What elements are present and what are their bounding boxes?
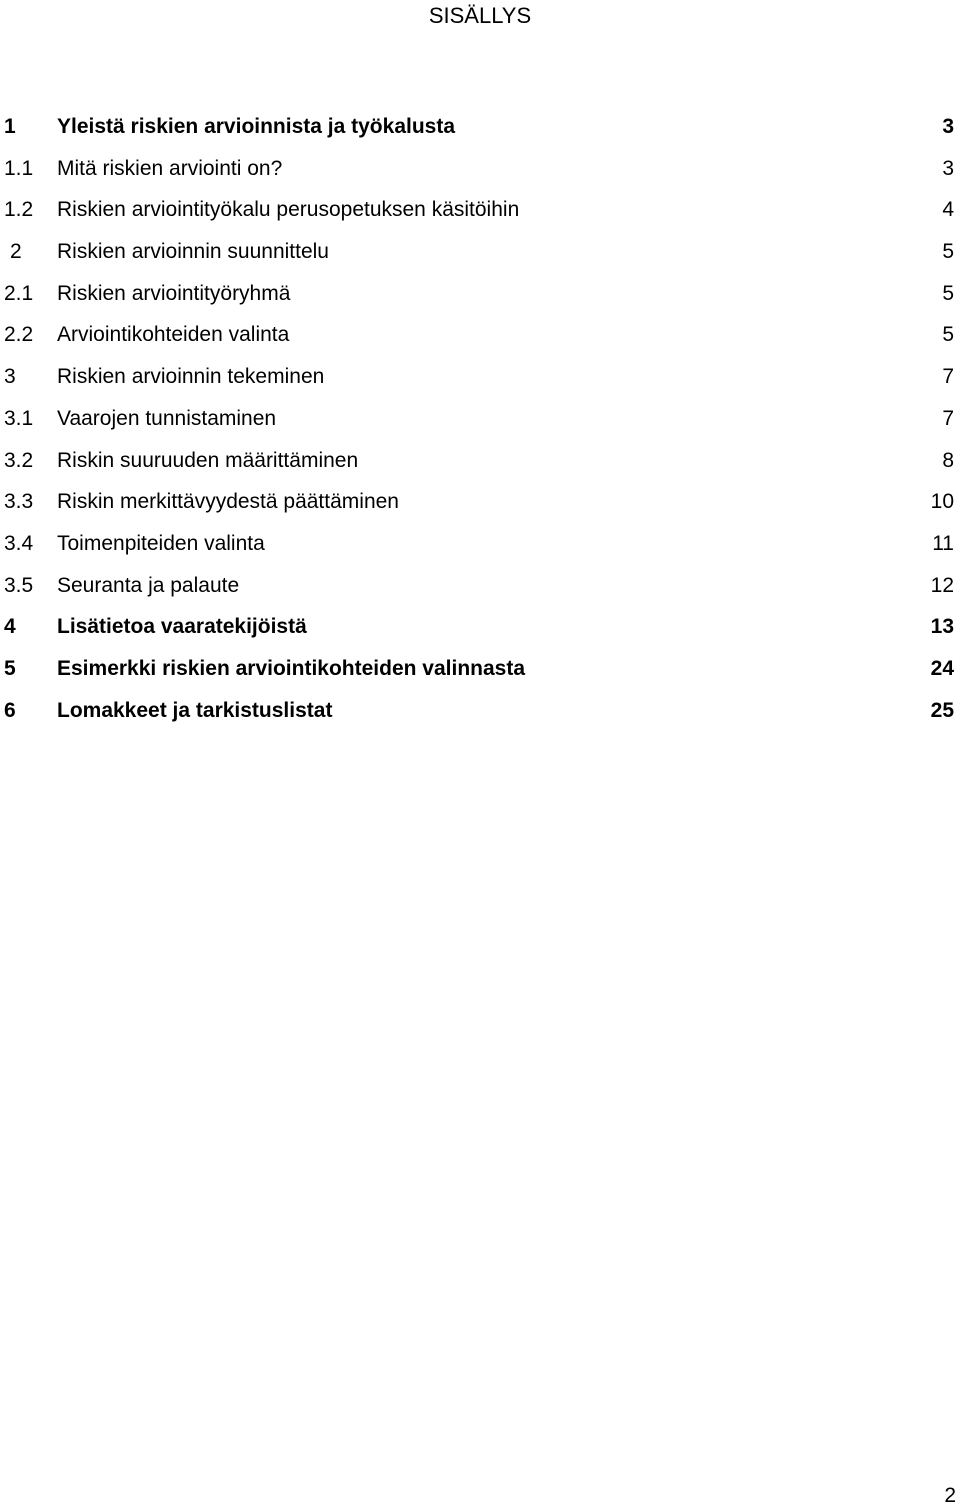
toc-entry-title[interactable]: Yleistä riskien arvioinnista ja työkalusta <box>57 115 456 138</box>
toc-entry[interactable] <box>0 106 960 148</box>
toc-entry-title[interactable]: Toimenpiteiden valinta <box>57 531 265 555</box>
toc-entry-title[interactable]: Seuranta ja palaute <box>57 573 240 597</box>
toc-entry-title[interactable]: Lisätietoa vaaratekijöistä <box>57 615 307 639</box>
toc-entry-number: 2.1 <box>4 281 34 305</box>
toc-entry-title[interactable]: Mitä riskien arviointi on? <box>57 156 283 180</box>
toc-entry[interactable] <box>0 690 960 732</box>
toc-entry[interactable] <box>0 440 960 482</box>
toc-entry-title[interactable]: Riskin suuruuden määrittäminen <box>57 448 359 472</box>
toc-entry-number: 3.2 <box>4 448 34 472</box>
toc-entry-number: 5 <box>4 656 16 680</box>
toc-entry-number: 3 <box>4 365 16 389</box>
toc-entry-number: 3.3 <box>4 490 34 514</box>
toc-entry[interactable] <box>0 565 960 607</box>
page-title: SISÄLLYS <box>428 3 532 28</box>
toc-entry[interactable] <box>0 273 960 315</box>
toc-entry[interactable] <box>0 231 960 273</box>
toc-entry-title[interactable]: Arviointikohteiden valinta <box>57 323 290 347</box>
toc-entry[interactable] <box>0 523 960 565</box>
table-of-contents <box>0 106 960 731</box>
toc-entry-page: 13 <box>930 615 954 639</box>
toc-entry[interactable] <box>0 356 960 398</box>
toc-entry-title[interactable]: Riskien arviointityöryhmä <box>57 281 291 305</box>
toc-entry-number: 3.1 <box>4 406 34 430</box>
toc-entry[interactable] <box>0 314 960 356</box>
toc-entry-page: 7 <box>942 365 954 389</box>
toc-entry-number: 3.4 <box>4 531 34 555</box>
toc-entry-number: 2.2 <box>4 323 34 347</box>
toc-entry-page: 3 <box>942 115 954 138</box>
toc-entry-number: 2 <box>10 240 22 264</box>
toc-entry[interactable] <box>0 148 960 190</box>
toc-entry-title[interactable]: Riskien arviointityökalu perusopetuksen käsitöihin <box>57 198 520 222</box>
toc-entry-page: 5 <box>942 240 954 264</box>
toc-entry[interactable] <box>0 398 960 440</box>
toc-entry-page: 5 <box>942 323 954 347</box>
toc-entry-page: 10 <box>930 490 954 514</box>
toc-entry[interactable] <box>0 648 960 690</box>
toc-entry-page: 5 <box>942 281 954 305</box>
toc-entry-page: 8 <box>942 448 954 472</box>
toc-entry-number: 6 <box>4 698 16 722</box>
toc-entry-title[interactable]: Vaarojen tunnistaminen <box>57 406 277 430</box>
toc-entry-number: 4 <box>4 615 16 639</box>
toc-entry-number: 1.1 <box>4 156 34 180</box>
toc-entry-page: 4 <box>942 198 954 222</box>
page-number: 2 <box>944 1484 956 1507</box>
toc-entry-number: 1.2 <box>4 198 34 222</box>
toc-entry-title[interactable]: Riskien arvioinnin suunnittelu <box>57 240 329 264</box>
toc-entry-title[interactable]: Riskin merkittävyydestä päättäminen <box>57 490 399 514</box>
toc-entry-page: 3 <box>942 156 954 180</box>
toc-entry-title[interactable]: Esimerkki riskien arviointikohteiden valinnasta <box>57 656 526 680</box>
toc-entry-page: 24 <box>930 656 954 680</box>
toc-entry[interactable] <box>0 606 960 648</box>
toc-entry-page: 11 <box>932 531 954 555</box>
toc-entry[interactable] <box>0 189 960 231</box>
toc-entry-page: 7 <box>942 406 954 430</box>
toc-entry[interactable] <box>0 481 960 523</box>
toc-entry-title[interactable]: Riskien arvioinnin tekeminen <box>57 365 325 389</box>
toc-entry-number: 3.5 <box>4 573 34 597</box>
toc-entry-page: 25 <box>930 698 954 722</box>
toc-entry-page: 12 <box>930 573 954 597</box>
toc-entry-number: 1 <box>4 115 16 138</box>
toc-entry-title[interactable]: Lomakkeet ja tarkistuslistat <box>57 698 333 722</box>
